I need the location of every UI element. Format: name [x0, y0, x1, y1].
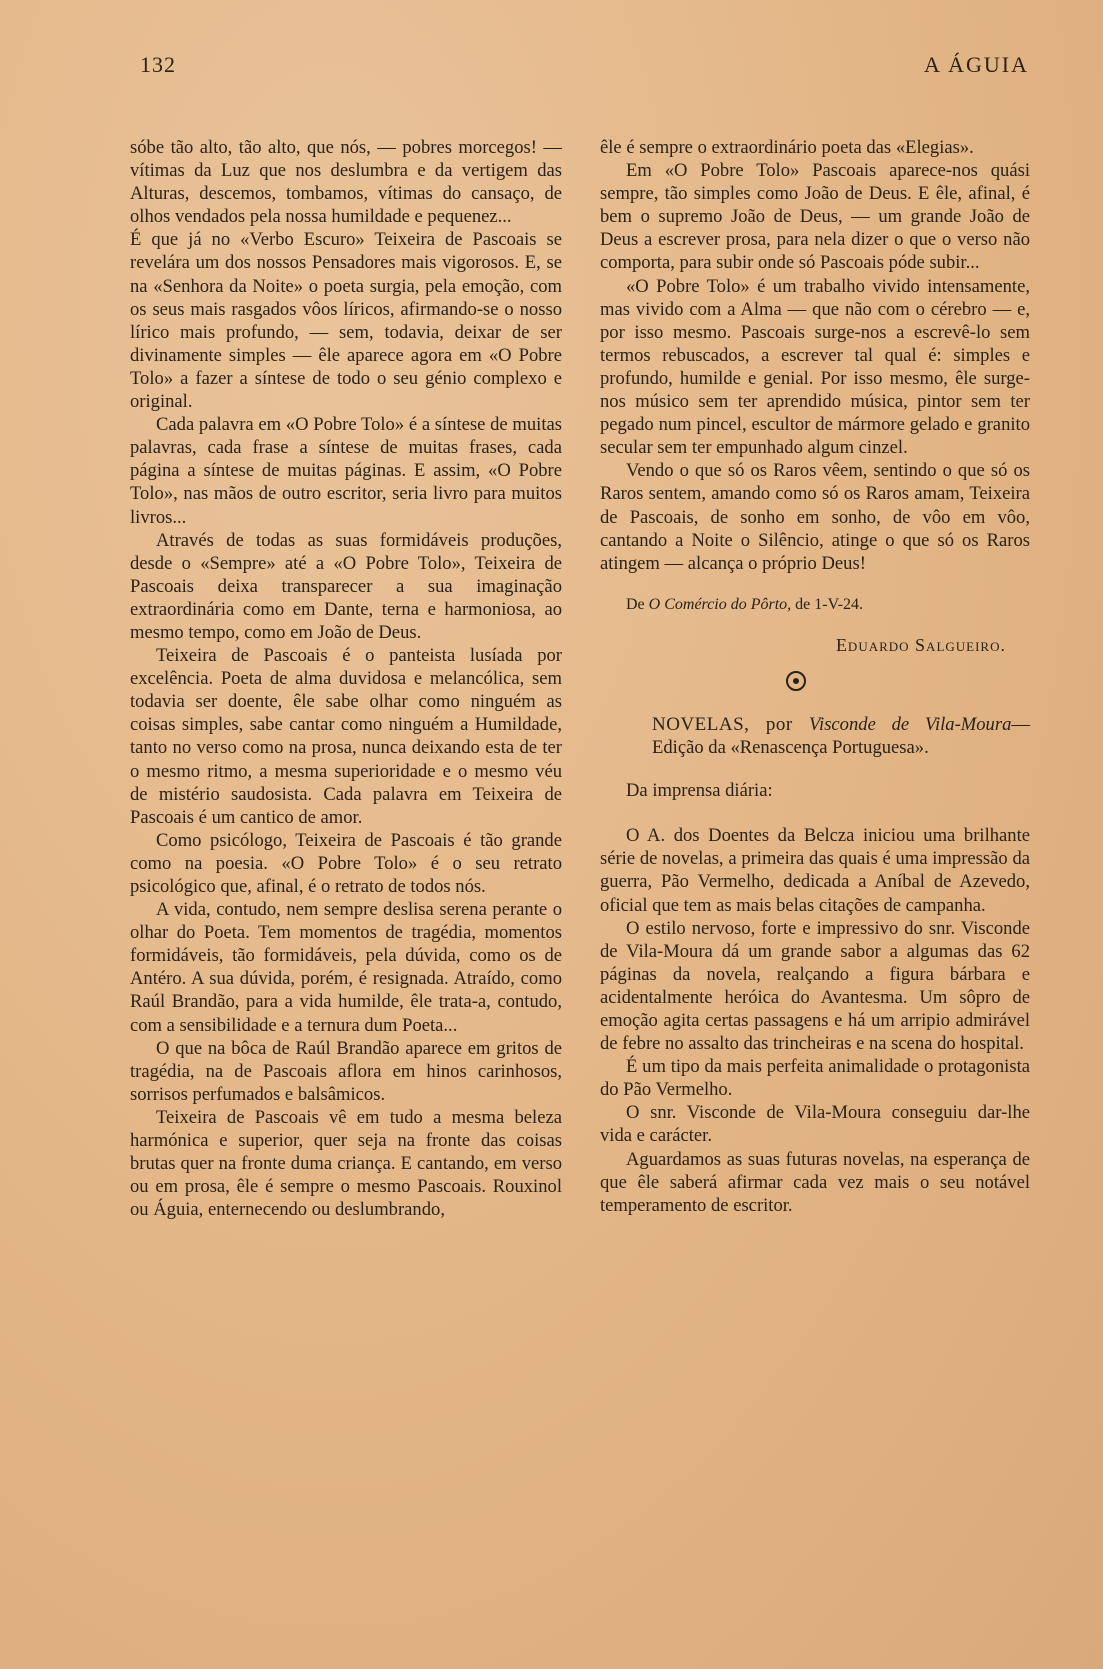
source-citation: De O Comércio do Pôrto, de 1-V-24.: [626, 595, 864, 613]
paragraph: É que já no «Verbo Escuro» Teixeira de Pascoais se revelára um dos nossos Pensadores mais vigorosos. E, se na «Senhora da Noite» o poeta surgia, pela emoção, com os seus mais rasgados vôos líricos, afirmando-se o nosso lírico mais profundo, — sem, todavia, deixar de ser divinamente simples — êle aparece agora em «O Pobre Tolo» a fazer a síntese de todo o seu génio complexo e original.: [130, 229, 562, 413]
paragraph: O snr. Visconde de Vila-Moura conseguiu dar-lhe vida e carácter.: [600, 1102, 1030, 1147]
paragraph: êle é sempre o extraordinário poeta das «Elegias».: [600, 137, 974, 158]
press-heading: Da imprensa diária:: [626, 780, 773, 802]
paragraph: «O Pobre Tolo» é um trabalho vivido intensamente, mas vivido com a Alma — que não com o cérebro — e, por isso mesmo. Pascoais surge-nos a escrevê-lo sem termos rebuscados, a escrever tal qual é: simples e profundo, humilde e genial. Por isso mesmo, êle surge-nos músico sem ter aprendido música, pintor sem ter pegado num pincel, escultor de mármore gelado e granito secular sem ter empunhado algum cinzel.: [600, 275, 1030, 459]
right-column: [600, 136, 1030, 1217]
book-author: Visconde de Vila-Moura: [809, 713, 1012, 735]
author-signature: Eduardo Salgueiro.: [835, 634, 1006, 655]
left-column: [130, 136, 562, 1221]
paragraph: sóbe tão alto, tão alto, que nós, — pobres morcegos! — vítimas da Luz que nos deslumbra e da vertigem das Alturas, descemos, tombamos, vítimas do cansaço, de olhos vendados pela nossa humildade e pequenez...: [130, 137, 562, 228]
paragraph: Em «O Pobre Tolo» Pascoais aparece-nos quási sempre, tão simples como João de Deus. E êle, afinal, é bem o supremo João de Deus, — um grande João de Deus a escrever prosa, para nela dizer o que o verso não comporta, para subir onde só Pascoais póde subir...: [600, 160, 1030, 274]
paragraph: Teixeira de Pascoais vê em tudo a mesma beleza harmónica e superior, quer seja na fronte das coisas brutas quer na fronte duma criança. E cantando, em verso ou em prosa, êle é sempre o mesmo Pascoais. Rouxinol ou Águia, enternecendo ou deslumbrando,: [130, 1106, 562, 1221]
journal-title: A ÁGUIA: [923, 52, 1029, 77]
paragraph: Através de todas as suas formidáveis produções, desde o «Sempre» até a «O Pobre Tolo», Teixeira de Pascoais deixa transparecer a sua imaginação extraordinária como em Dante, terna e harmoniosa, ao mesmo tempo, como em João de Deus.: [130, 529, 562, 643]
paragraph: A vida, contudo, nem sempre deslisa serena perante o olhar do Poeta. Tem momentos de tragédia, momentos formidáveis, tão formidáveis, pela dúvida, como os de Antéro. A sua dúvida, porém, é resignada. Atraído, como Raúl Brandão, para a vida humilde, êle trata-a, contudo, com a sensibilidade e a ternura dum Poeta...: [130, 899, 562, 1036]
page-header: [140, 48, 1029, 78]
paragraph: Aguardamos as suas futuras novelas, na esperança de que êle saberá afirmar cada vez mais o seu notável temperamento de escritor.: [600, 1148, 1030, 1216]
paragraph: Teixeira de Pascoais é o panteista lusíada por excelência. Poeta de alma duvidosa e melancólica, sem todavia ser doente, êle sabe olhar como ninguém as coisas simples, sabe cantar como ninguém a Humildade, tanto no verso como na prosa, nunca deixando esta de ter o mesmo ritmo, a mesma superioridade e o mesmo véu de mistério saudosista. Cada palavra em Teixeira de Pascoais é um cantico de amor.: [130, 645, 562, 828]
book-review-heading: NOVELAS, por Visconde de Vila-Moura—Edição da «Renascença Portuguesa».: [652, 713, 1030, 759]
paragraph: O estilo nervoso, forte e impressivo do snr. Visconde de Vila-Moura dá um grande sabor a algumas das 62 páginas da novela, realçando a figura bárbara e acidentalmente heróica do Avantesma. Um sôpro de emoção agita certas passagens e há um arripio admirável de febre no assalto das trincheiras e na scena do hospital.: [600, 917, 1030, 1055]
section-separator-icon: [600, 657, 1030, 707]
page-number: 132: [140, 52, 176, 77]
paragraph: Vendo o que só os Raros vêem, sentindo o que só os Raros sentem, amando como só os Raros amam, Teixeira de Pascoais, de sonho em sonho, de vôo em vôo, cantando a Noite o Silêncio, atinge o que só os Raros atingem — alcança o próprio Deus!: [600, 460, 1030, 574]
paragraph: É um tipo da mais perfeita animalidade o protagonista do Pão Vermelho.: [600, 1056, 1030, 1101]
paragraph: O que na bôca de Raúl Brandão aparece em gritos de tragédia, na de Pascoais aflora em hinos carinhosos, sorrisos perfumados e balsâmicos.: [130, 1037, 562, 1105]
paragraph: Como psicólogo, Teixeira de Pascoais é tão grande como na poesia. «O Pobre Tolo» é o seu retrato psicológico que, afinal, é o retrato de todos nós.: [130, 829, 562, 897]
paragraph: Cada palavra em «O Pobre Tolo» é a síntese de muitas palavras, cada frase a síntese de muitas frases, cada página a síntese de muitas páginas. E assim, «O Pobre Tolo», nas mãos de outro escritor, seria livro para muitos livros...: [130, 414, 562, 528]
source-title: O Comércio do Pôrto,: [648, 595, 792, 613]
paragraph: O A. dos Doentes da Belcza iniciou uma brilhante série de novelas, a primeira das quais é uma impressão da guerra, Pão Vermelho, dedicada a Aníbal de Azevedo, oficial que tem as mais belas citações de campanha.: [600, 825, 1030, 916]
